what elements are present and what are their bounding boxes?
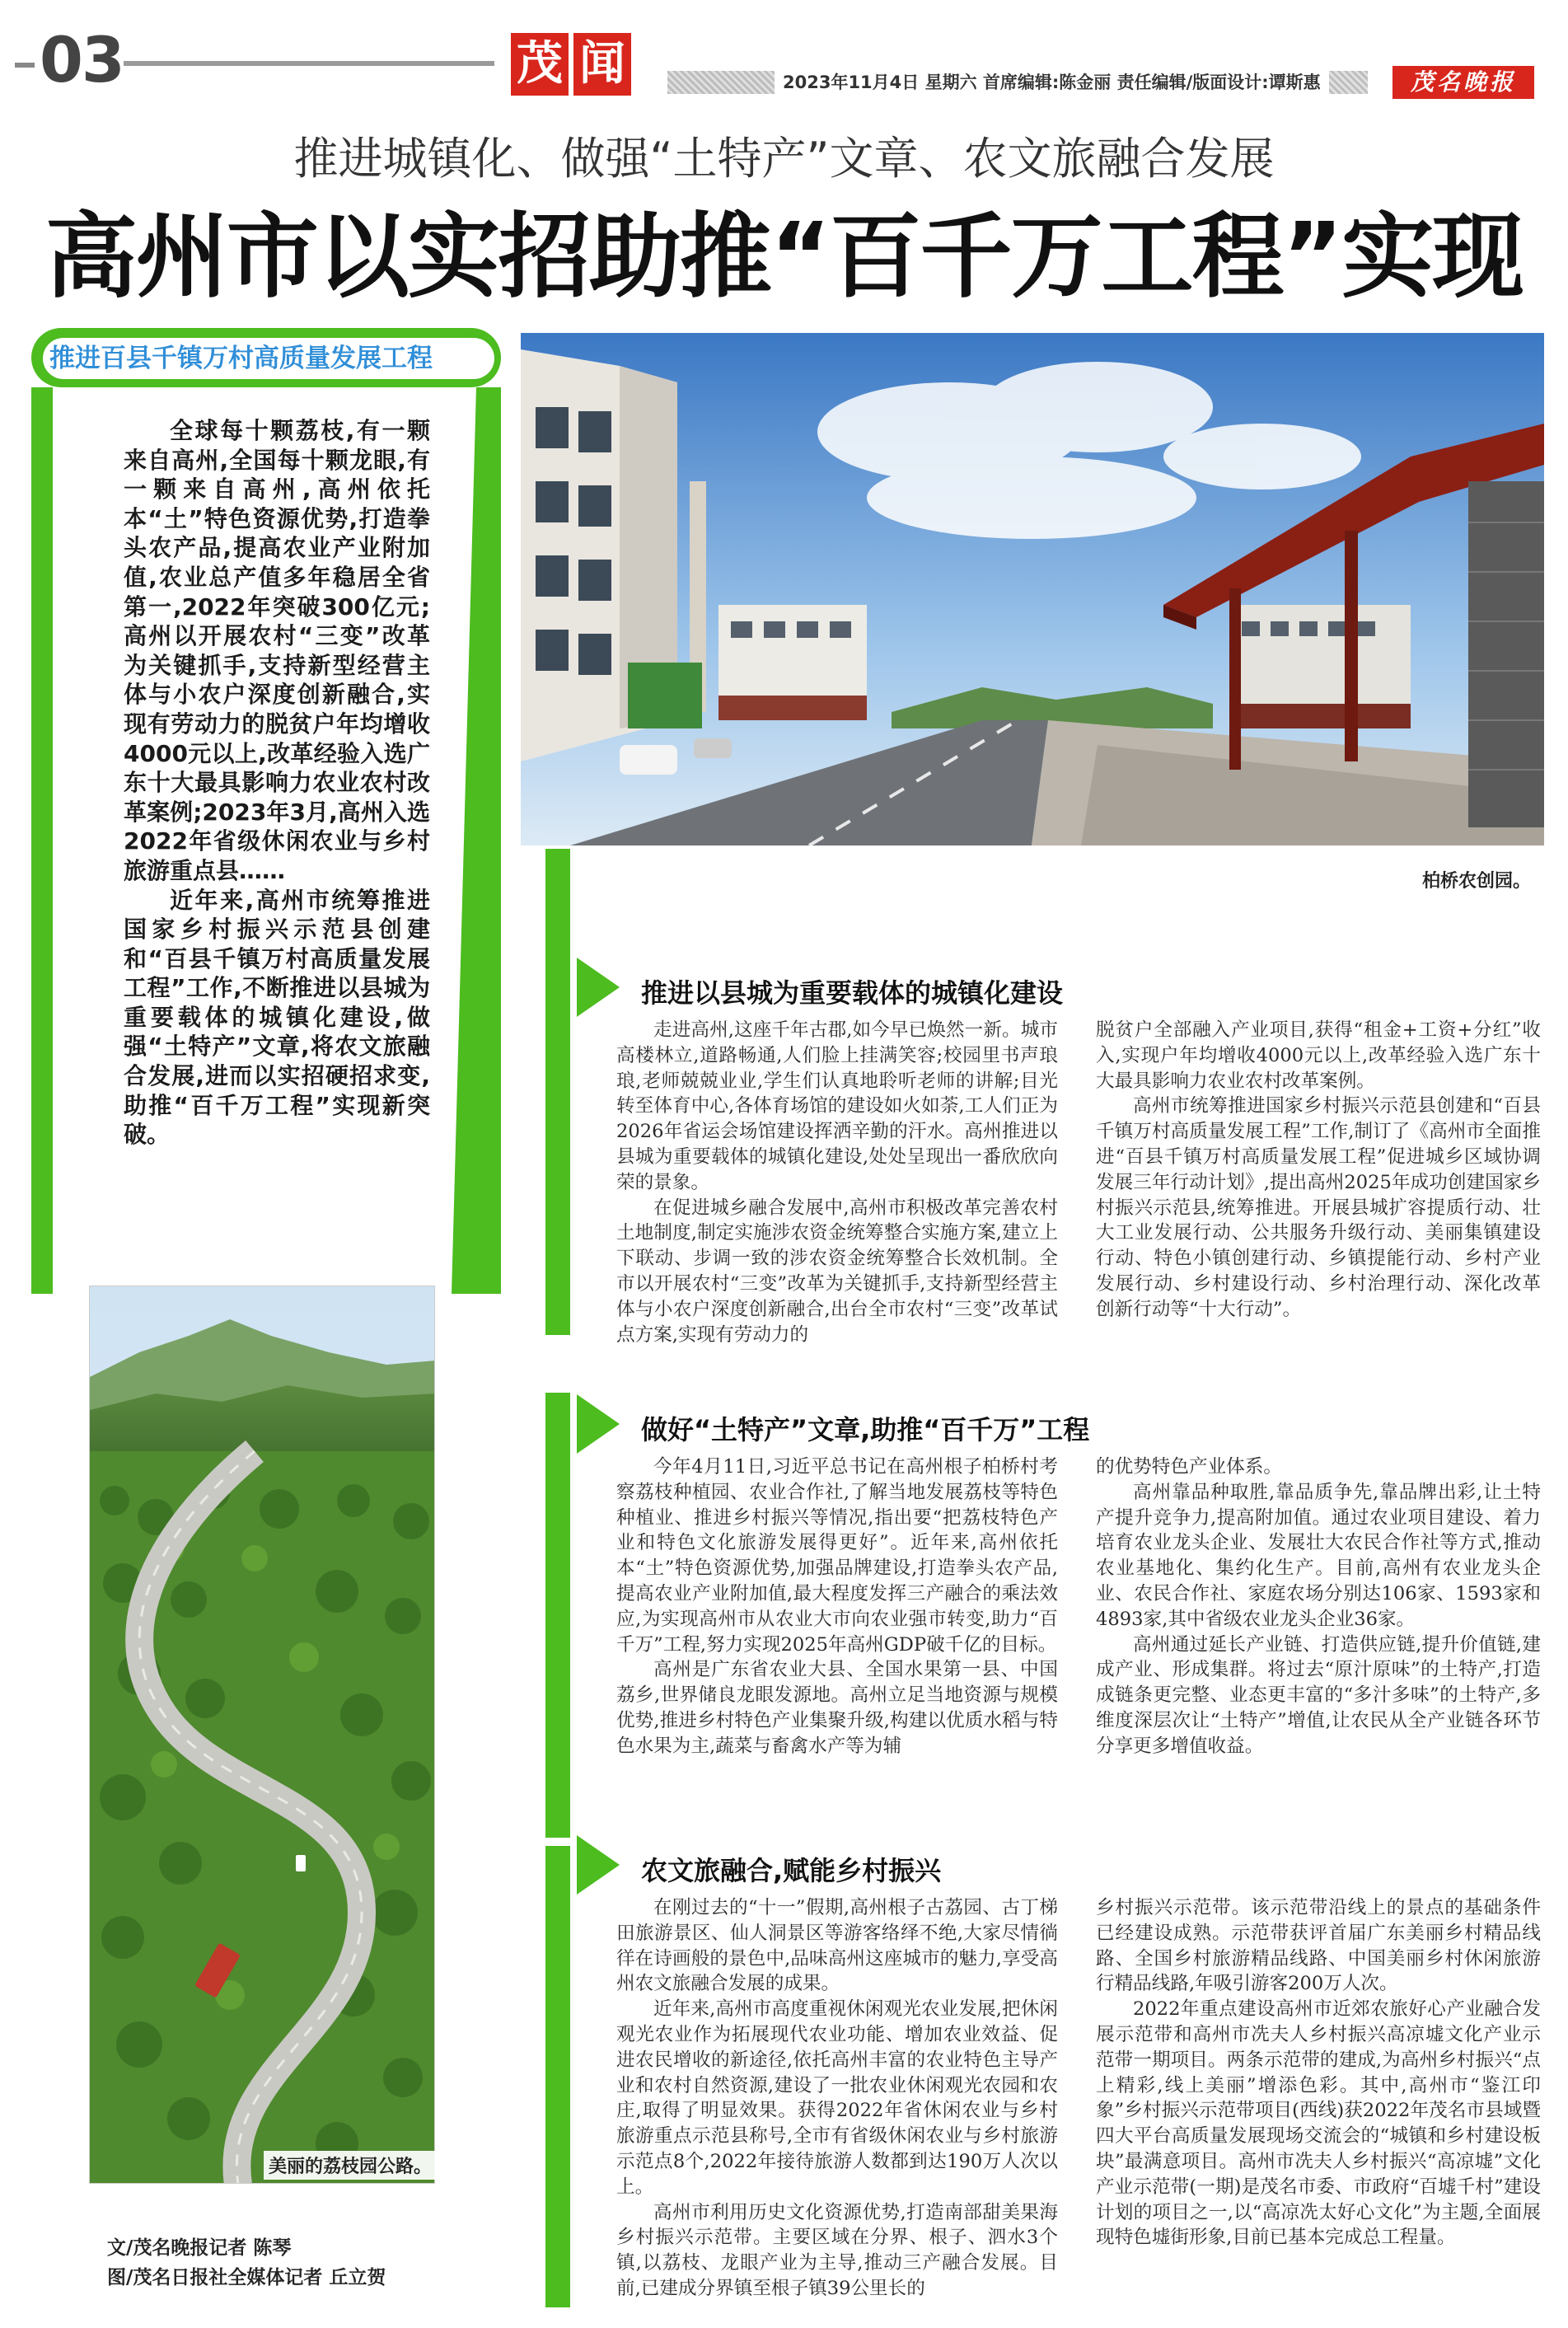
paragraph: 今年4月11日,习近平总书记在高州根子柏桥村考察荔枝种植园、农业合作社,了解当地发展荔枝等特色种植业、推进乡村振兴等情况,指出要“把荔枝特色产业和特色文化旅游发展得更好”。近年来,高州依托本“土”特色资源优势,加强品牌建设,打造拳头农产品,提高农业产业附加值,最大程度发挥三产融合的乘法效应,为实现高州市从农业大市向农业强市转变,助力“百千万”工程,努力实现2025年高州GDP破千亿的目标。 (616, 1456, 1058, 1656)
section-bar (545, 1846, 570, 2307)
paragraph: 走进高州,这座千年古郡,如今早已焕然一新。城市高楼林立,道路畅通,人们脸上挂满笑容;校园里书声琅琅,老师兢兢业业,学生们认真地聆听老师的讲解;目光转至体育中心,各体育场馆的建设如火如荼,工人们正为2026年省运会场馆建设挥洒辛勤的汗水。高州推进以县城为重要载体的城镇化建设,处处呈现出一番欣欣向荣的景象。 (616, 1019, 1058, 1193)
paragraph: 脱贫户全部融入产业项目,获得“租金+工资+分红”收入,实现户年均增收4000元以上,改革经验入选广东十大最具影响力农业农村改革案例。 (1096, 1019, 1541, 1092)
section-column (616, 1018, 1058, 1347)
section-title: 推进以县城为重要载体的城镇化建设 (641, 972, 1063, 1010)
byline (107, 2233, 386, 2293)
paragraph: 高州靠品种取胜,靠品质争先,靠品牌出彩,让土特产提升竞争力,提高附加值。通过农业项目建设、着力培育农业龙头企业、发展壮大农民合作社等方式,推动农业基地化、集约化生产。目前,高州有农业龙头企业、农民合作社、家庭农场分别达106家、1593家和4893家,其中省级农业龙头企业36家。 (1096, 1481, 1541, 1630)
paragraph: 的优势特色产业体系。 (1096, 1456, 1282, 1478)
section-column (1096, 1895, 1541, 2251)
green-frame-right (452, 387, 501, 1294)
paragraph: 在刚过去的“十一”假期,高州根子古荔园、古丁梯田旅游景区、仙人洞景区等游客络绎不绝,大家尽情徜徉在诗画般的景色中,品味高州这座城市的魅力,享受高州农文旅融合发展的成果。 (616, 1897, 1058, 1995)
section-column (1096, 1454, 1541, 1759)
section-column (1096, 1018, 1541, 1323)
baiqiao-park-photo (521, 333, 1544, 845)
park-photo-caption: 柏桥农创园。 (1422, 871, 1532, 892)
section-bar (545, 849, 570, 1335)
orchard-photo-caption: 美丽的荔枝园公路。 (264, 2151, 437, 2180)
green-frame-left (31, 387, 53, 1294)
paragraph: 高州是广东省农业大县、全国水果第一县、中国荔乡,世界储良龙眼发源地。高州立足当地资源与规模优势,推进乡村特色产业集聚升级,构建以优质水稻与特色水果为主,蔬菜与畜禽水产等为辅 (616, 1659, 1058, 1757)
header-rule (124, 61, 494, 66)
paragraph: 乡村振兴示范带。该示范带沿线上的景点的基础条件已经建设成熟。示范带获评首届广东美丽乡村精品线路、全国乡村旅游精品线路、中国美丽乡村休闲旅游行精品线路,年吸引游客200万人次。 (1096, 1897, 1541, 1995)
section-tag-char-1: 茂 (511, 33, 569, 96)
orchard-road-illustration (90, 1286, 435, 2184)
subtitle: 推进城镇化、做强“土特产”文章、农文旅融合发展 (293, 133, 1275, 185)
paragraph: 近年来,高州市高度重视休闲观光农业发展,把休闲观光农业作为拓展现代农业功能、增加农业效益、促进农民增收的新途径,依托高州丰富的农业特色主导产业和农村自然资源,建设了一批农业休闲观光农园和农庄,取得了明显效果。获得2022年省休闲农业与乡村旅游重点示范县称号,全市有省级休闲农业与乡村旅游示范点8个,2022年接待旅游人数都到达190万人次以上。 (616, 1998, 1058, 2198)
section-title: 农文旅融合,赋能乡村振兴 (641, 1850, 941, 1888)
paragraph: 2022年重点建设高州市近郊农旅好心产业融合发展示范带和高州市冼夫人乡村振兴高凉墟文化产业示范带一期项目。两条示范带的建成,为高州乡村振兴“点上精彩,线上美丽”增添色彩。其中,高州市“鉴江印象”乡村振兴示范带项目(西线)获2022年茂名市县域暨四大平台高质量发展现场交流会的“城镇和乡村建设板块”最满意项目。高州市冼夫人乡村振兴“高凉墟”文化产业示范带(一期)是茂名市委、市政府“百墟千村”建设计划的项目之一,以“高凉冼太好心文化”为主题,全面展现特色墟街形象,目前已基本完成总工程量。 (1096, 1998, 1541, 2249)
newspaper-logo: 茂名晚报 (1392, 66, 1534, 99)
section-bar (545, 1393, 570, 1838)
section-title: 做好“土特产”文章,助推“百千万”工程 (641, 1409, 1089, 1447)
lead-text (124, 416, 430, 1150)
paragraph: 高州市利用历史文化资源优势,打造南部甜美果海乡村振兴示范带。主要区域在分界、根子、泗水3个镇,以荔枝、龙眼产业为主导,推动三产融合发展。目前,已建成分界镇至根子镇39公里长的 (616, 2201, 1058, 2299)
section-column (616, 1895, 1058, 2302)
section-tag-char-2: 闻 (573, 33, 631, 96)
page-number: 03 (40, 23, 124, 96)
section-tag (511, 30, 636, 99)
header-info: 2023年11月4日 星期六 首席编辑:陈金丽 责任编辑/版面设计:谭斯惠 (775, 71, 1329, 94)
paragraph: 高州通过延长产业链、打造供应链,提升价值链,建成产业、形成集群。将过去“原汁原味”的土特产,打造成链条更完整、业态更丰富的“多汁多味”的土特产,多维度深层次让“土特产”增值,让农民从全产业链各环节分享更多增值收益。 (1096, 1633, 1541, 1757)
section-column (616, 1454, 1058, 1759)
byline-photographer: 图/茂名日报社全媒体记者 丘立贺 (107, 2267, 386, 2288)
orchard-road-photo (89, 1286, 435, 2184)
byline-writer: 文/茂名晚报记者 陈琴 (107, 2237, 292, 2259)
lead-banner: 推进百县千镇万村高质量发展工程 (43, 338, 494, 379)
baiqiao-park-illustration (521, 333, 1544, 845)
lead-paragraph: 近年来,高州市统筹推进国家乡村振兴示范县创建和“百县千镇万村高质量发展工程”工作,不断推进以县城为重要载体的城镇化建设,做强“土特产”文章,将农文旅融合发展,进而以实招硬招求变,助推“百千万工程”实现新突破。 (124, 886, 430, 1149)
paragraph: 高州市统筹推进国家乡村振兴示范县创建和“百县千镇万村高质量发展工程”工作,制订了《高州市全面推进“百县千镇万村高质量发展工程”促进城乡区域协调发展三年行动计划》,提出高州2025年成功创建国家乡村振兴示范县,统筹推进。开展县城扩容提质行动、壮大工业发展行动、公共服务升级行动、美丽集镇建设行动、特色小镇创建行动、乡镇提能行动、乡村产业发展行动、乡村建设行动、乡村治理行动、深化改革创新行动等“十大行动”。 (1096, 1095, 1541, 1320)
paragraph: 在促进城乡融合发展中,高州市积极改革完善农村土地制度,制定实施涉农资金统筹整合实施方案,建立上下联动、步调一致的涉农资金统筹整合长效机制。全市以开展农村“三变”改革为关键抓手,支持新型经营主体与小农户深度创新融合,出台全市农村“三变”改革试点方案,实现有劳动力的 (616, 1197, 1058, 1346)
headline: 高州市以实招助推“百千万工程”实现 (44, 204, 1524, 311)
lead-paragraph: 全球每十颗荔枝,有一颗来自高州,全国每十颗龙眼,有一颗来自高州,高州依托本“土”特色资源优势,打造拳头农产品,提高农业产业附加值,农业总产值多年稳居全省第一,2022年突破300亿元;高州以开展农村“三变”改革为关键抓手,支持新型经营主体与小农户深度创新融合,实现有劳动力的脱贫户年均增收4000元以上,改革经验入选广东十大最具影响力农业农村改革案例;2023年3月,高州入选2022年省级休闲农业与乡村旅游重点县…… (124, 417, 430, 884)
